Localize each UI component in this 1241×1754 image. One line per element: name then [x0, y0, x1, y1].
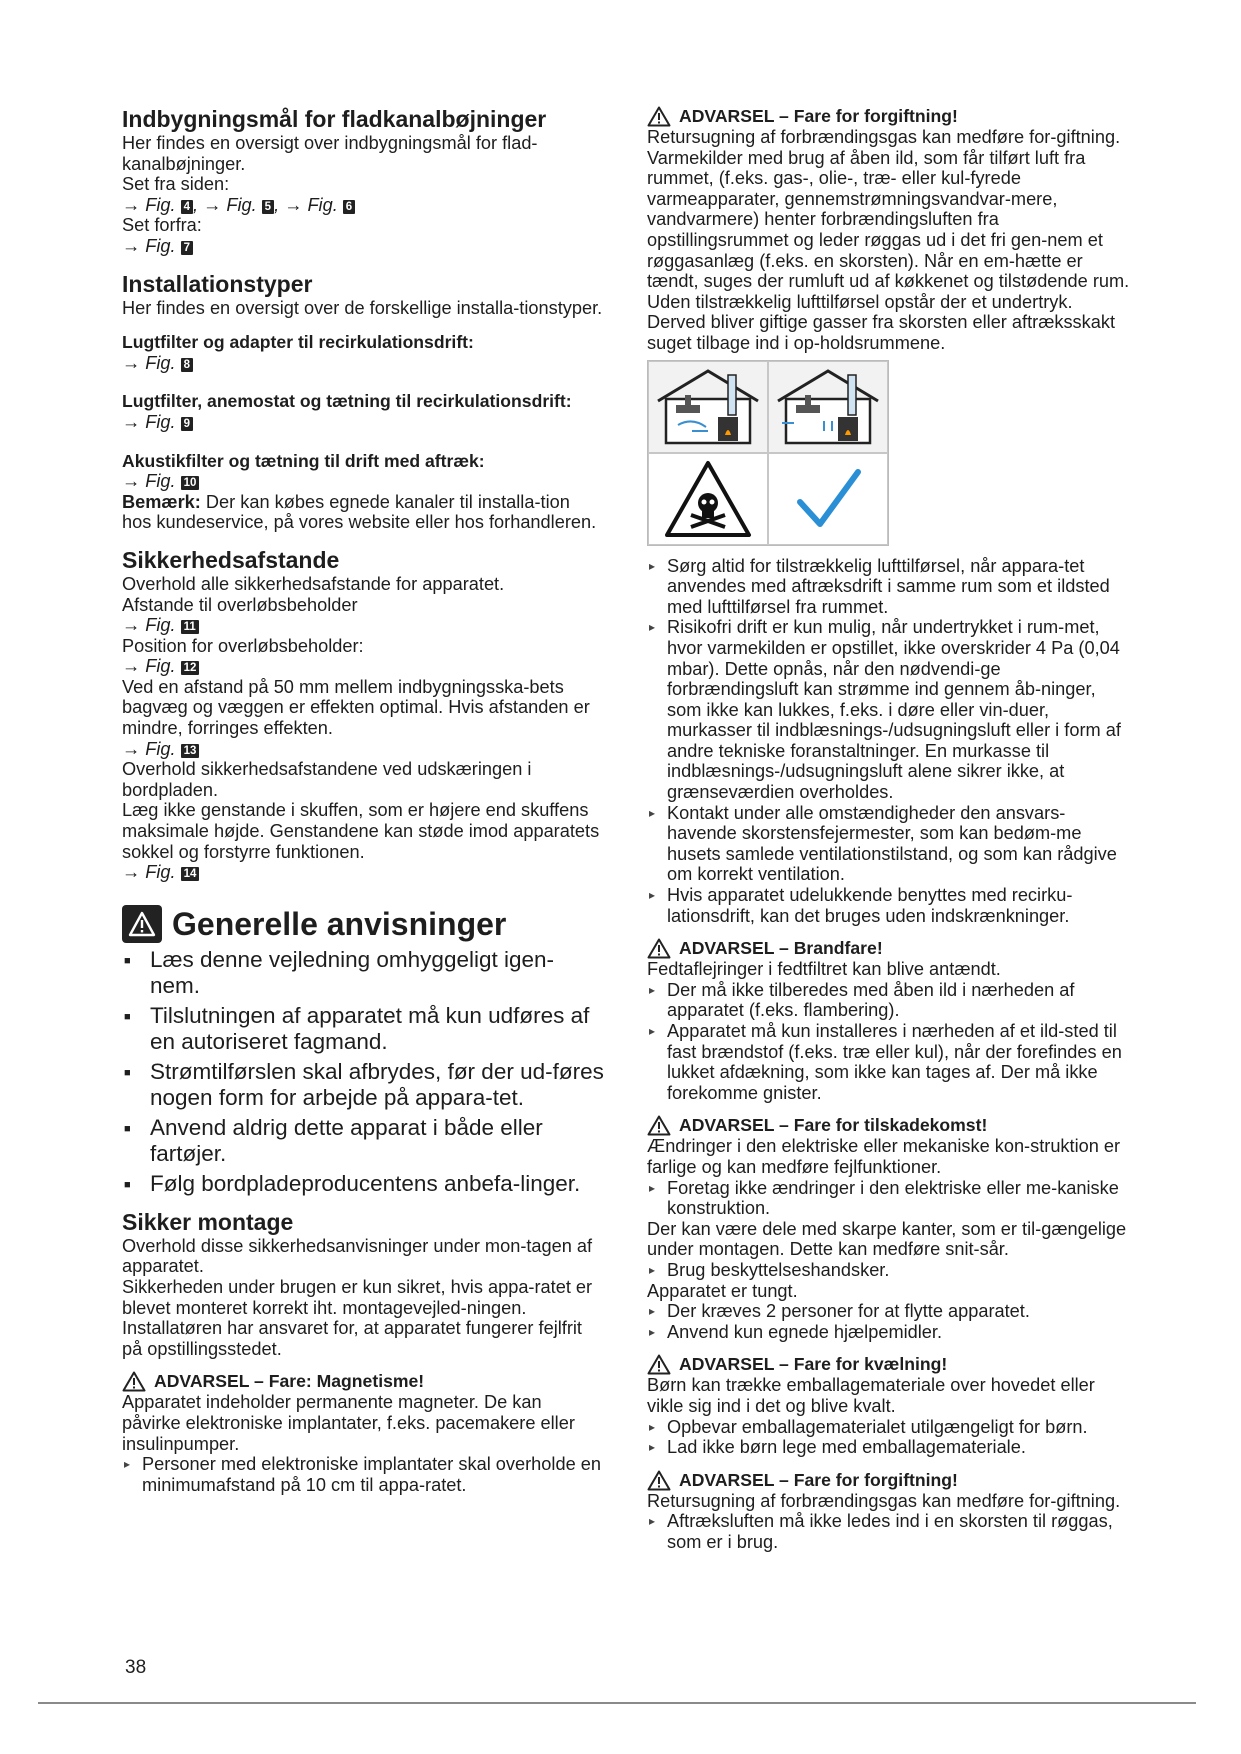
paragraph: Retursugning af forbrændingsgas kan medføre for-giftning. Varmekilder med brug af åben ild, som får tilført luft fra rummet, (f.eks. gas-, olie-, træ- eller kul-fyrede varmeapparater, gennemstrømningsvandvar-mere, vandvarmere) henter forbrændingsluften fra opstillingsrummet og leder røggas ud i det fri gen-nem et røggasanlæg (f.eks. en skorsten). Når en em-hætte er tændt, suges der rumluft ud af køkkenet og tilstødende rum. Uden tilstrækkelig lufttilførsel opstår der et undertryk. Derved bliver giftige gasser fra skorsten eller aftræksskakt suget tilbage ind i op-holdsrummene.	[647, 127, 1130, 353]
list-item: ■ Følg bordpladeproducentens anbefa-linger.	[122, 1171, 604, 1197]
list-item: ■ Anvend aldrig dette apparat i både eller fartøjer.	[122, 1115, 604, 1167]
list-item: ▸ Der kræves 2 personer for at flytte apparatet.	[647, 1301, 1133, 1322]
fig-label: Fig.	[145, 235, 176, 256]
house-airflow-blocked-illustration	[648, 361, 768, 453]
warning-title: ADVARSEL – Fare for kvælning!	[679, 1354, 948, 1375]
fig-number: 5	[262, 200, 274, 214]
bullet-list	[647, 1417, 1133, 1458]
bullet-list	[647, 556, 1133, 927]
fig-label: Fig.	[145, 738, 176, 759]
paragraph: Børn kan trække emballagemateriale over hovedet eller vikle sig ind i det og blive kvalt.	[647, 1375, 1095, 1416]
heading-sikkerhedsafstande: Sikkerhedsafstande	[122, 546, 340, 573]
right-column	[647, 106, 1133, 1552]
warning-triangle-icon	[647, 1115, 671, 1136]
fig-reference: → Fig. 7	[122, 236, 604, 257]
list-item: ▸ Aftræksluften må ikke ledes ind i en skorsten til røggas, som er i brug.	[647, 1511, 1133, 1552]
bullet-list	[647, 1511, 1133, 1552]
paragraph: Læg ikke genstande i skuffen, som er højere end skuffens maksimale højde. Genstandene kan støde imod apparatets sokkel og forstyrre funktionen.	[122, 800, 600, 862]
fig-reference-list: → Fig. 4 , → Fig. 5 , → Fig. 6	[122, 195, 604, 216]
fig-number: 9	[181, 417, 193, 431]
warning-triangle-icon	[647, 1354, 671, 1375]
paragraph: Overhold sikkerhedsafstandene ved udskæringen i bordpladen.	[122, 759, 532, 800]
heading-sikker-montage: Sikker montage	[122, 1208, 294, 1235]
fig-number: 14	[181, 867, 200, 881]
toxic-hazard-icon	[648, 453, 768, 545]
subheading: Lugtfilter, anemostat og tætning til recirkulationsdrift:	[122, 391, 572, 412]
general-list	[122, 947, 604, 1197]
warning-title: ADVARSEL – Fare: Magnetisme!	[154, 1371, 425, 1392]
ventilation-illustration	[647, 360, 889, 546]
bullet-list	[647, 1301, 1133, 1342]
bullet-list	[647, 1178, 1133, 1219]
subheading: Lugtfilter og adapter til recirkulationsdrift:	[122, 332, 474, 353]
fig-reference: → Fig. 8	[122, 353, 604, 374]
fig-reference: → Fig. 10	[122, 471, 604, 492]
paragraph: Ændringer i den elektriske eller mekaniske kon-struktion er farlige og kan medføre fejlfunktioner.	[647, 1136, 1121, 1177]
list-item: ▸ Sørg altid for tilstrækkelig lufttilførsel, når appara-tet anvendes med aftræksdrift i samme rum som et ildsted med lufttilførsel fra rummet.	[647, 556, 1133, 618]
fig-label: Fig.	[145, 656, 176, 677]
list-item: ▸ Brug beskyttelseshandsker.	[647, 1260, 1133, 1281]
bullet-list	[647, 980, 1133, 1104]
paragraph: Sikkerheden under brugen er kun sikret, hvis appa-ratet er blevet monteret korrekt iht. montagevejled-ningen. Installatøren har ansvaret for, at apparatet fungerer fejlfrit på opstillingsstedet.	[122, 1277, 593, 1359]
fig-reference: → Fig. 14	[122, 862, 604, 883]
check-icon	[768, 453, 888, 545]
fig-number: 11	[181, 620, 199, 634]
fig-number: 6	[343, 200, 355, 214]
paragraph: Her findes en oversigt over de forskellige installa-tionstyper.	[122, 297, 603, 318]
paragraph: Set forfra:	[122, 215, 202, 236]
warning-heading	[647, 938, 1133, 959]
fig-reference: → Fig. 11	[122, 615, 604, 636]
fig-label: Fig.	[145, 471, 176, 492]
list-item: ▸ Personer med elektroniske implantater skal overholde en minimumafstand på 10 cm til appa-ratet.	[122, 1454, 604, 1495]
paragraph: Set fra siden:	[122, 174, 230, 195]
list-item: ▸ Hvis apparatet udelukkende benyttes med recirku-lationsdrift, kan det bruges uden indskrænkninger.	[647, 885, 1133, 926]
list-item: ▸ Der må ikke tilberedes med åben ild i nærheden af apparatet (f.eks. flambering).	[647, 980, 1133, 1021]
list-item: ▸ Opbevar emballagematerialet utilgængeligt for børn.	[647, 1417, 1133, 1438]
page-number: 38	[125, 1657, 147, 1678]
paragraph: Afstande til overløbsbeholder	[122, 594, 358, 615]
warning-heading	[647, 1354, 1133, 1375]
warning-triangle-icon	[647, 1470, 671, 1491]
paragraph: Apparatet indeholder permanente magneter. De kan påvirke elektroniske implantater, f.eks. pacemakere eller insulinpumper.	[122, 1392, 575, 1454]
warning-title: ADVARSEL – Fare for tilskadekomst!	[679, 1115, 988, 1136]
general-title: Generelle anvisninger	[172, 905, 507, 942]
fig-number: 8	[181, 358, 193, 372]
paragraph: Ved en afstand på 50 mm mellem indbygningsska-bets bagvæg og væggen er effekten optimal. Hvis afstanden er mindre, forringes effekten.	[122, 676, 590, 739]
fig-label: Fig.	[145, 352, 176, 373]
warning-heading	[647, 1115, 1133, 1136]
bullet-list	[122, 1454, 604, 1495]
note-label: Bemærk:	[122, 491, 201, 512]
paragraph: Apparatet er tungt.	[647, 1280, 798, 1301]
paragraph: Der kan være dele med skarpe kanter, som er til-gængelige under montagen. Dette kan medføre snit-sår.	[647, 1218, 1127, 1260]
fig-label: Fig.	[145, 862, 176, 883]
warning-triangle-icon	[647, 938, 671, 959]
fig-number: 10	[181, 476, 200, 490]
warning-title: ADVARSEL – Brandfare!	[679, 938, 883, 959]
list-item: ▸ Foretag ikke ændringer i den elektriske eller me-kaniske konstruktion.	[647, 1178, 1133, 1219]
fig-label: Fig.	[145, 615, 176, 636]
list-item: ▸ Anvend kun egnede hjælpemidler.	[647, 1322, 1133, 1343]
warning-heading	[647, 1470, 1133, 1491]
fig-number: 13	[181, 744, 200, 758]
fig-number: 12	[181, 661, 200, 675]
list-item: ■ Tilslutningen af apparatet må kun udføres af en autoriseret fagmand.	[122, 1003, 604, 1055]
fig-number: 7	[181, 241, 193, 255]
warning-heading	[647, 106, 1133, 127]
list-item: ■ Strømtilførslen skal afbrydes, før der ud-føres nogen form for arbejde på appara-tet.	[122, 1059, 604, 1111]
note	[122, 492, 604, 533]
fig-number: 4	[181, 200, 193, 214]
paragraph: Retursugning af forbrændingsgas kan medføre for-giftning.	[647, 1490, 1121, 1511]
list-item: ▸ Lad ikke børn lege med emballagemateriale.	[647, 1437, 1133, 1458]
bullet-list	[647, 1260, 1133, 1281]
list-item: ▸ Apparatet må kun installeres i nærheden af et ild-sted til fast brændstof (f.eks. træ eller kul), når der forefindes en lukket afdækning, som ikke kan tages af. Der må ikke forekomme gnister.	[647, 1021, 1133, 1103]
fig-reference: → Fig. 12	[122, 656, 604, 677]
warning-triangle-icon	[122, 1371, 146, 1392]
paragraph: Position for overløbsbeholder:	[122, 635, 364, 656]
warning-title: ADVARSEL – Fare for forgiftning!	[679, 1469, 958, 1490]
house-airflow-ok-illustration	[768, 361, 888, 453]
heading-indbygningsmaal: Indbygningsmål for fladkanalbøjninger	[122, 106, 547, 132]
left-column	[122, 106, 604, 1495]
warning-heading	[122, 1371, 604, 1392]
note-text: Der kan købes egnede kanaler til installa-tion hos kundeservice, på vores website eller hos forhandleren.	[122, 491, 597, 533]
heading-installationstyper: Installationstyper	[122, 270, 313, 297]
list-item: ▸ Risikofri drift er kun mulig, når undertrykket i rum-met, hvor varmekilden er opstillet, ikke overskrider 4 Pa (0,04 mbar). Dette opnås, når den nødvendi-ge forbrændingsluft kan strømme ind gennem åb-ninger, som ikke kan lukkes, f.eks. i døre eller vin-duer, murkasser til indblæsnings-/udsugningsluft eller i form af andre tekniske foranstaltninger. En murkasse til indblæsnings-/udsugningsluft alene sikrer ikke, at grænseværdien overholdes.	[647, 617, 1133, 802]
footer-divider	[38, 1702, 1196, 1704]
paragraph: Fedtaflejringer i fedtfiltret kan blive antændt.	[647, 959, 1001, 980]
paragraph: Overhold alle sikkerhedsafstande for apparatet.	[122, 573, 505, 594]
list-item: ▸ Kontakt under alle omstændigheder den ansvars-havende skorstensfejermester, som kan bedøm-me husets samlede ventilationstilstand, og som kan rådgive om korrekt ventilation.	[647, 803, 1133, 885]
fig-reference: → Fig. 9	[122, 412, 604, 433]
fig-label: Fig.	[145, 194, 176, 215]
warning-triangle-icon	[647, 106, 671, 127]
fig-label: Fig.	[145, 411, 176, 432]
fig-label: Fig.	[307, 194, 338, 215]
fig-reference: → Fig. 13	[122, 739, 604, 760]
subheading: Akustikfilter og tætning til drift med aftræk:	[122, 450, 485, 471]
fig-label: Fig.	[226, 194, 257, 215]
list-item: ■ Læs denne vejledning omhyggeligt igen-nem.	[122, 947, 604, 999]
warning-icon	[122, 905, 162, 943]
warning-title: ADVARSEL – Fare for forgiftning!	[679, 106, 958, 126]
general-heading	[122, 905, 604, 943]
paragraph: Overhold disse sikkerhedsanvisninger under mon-tagen af apparatet.	[122, 1235, 593, 1277]
paragraph: Her findes en oversigt over indbygningsmål for flad-kanalbøjninger.	[122, 133, 538, 174]
